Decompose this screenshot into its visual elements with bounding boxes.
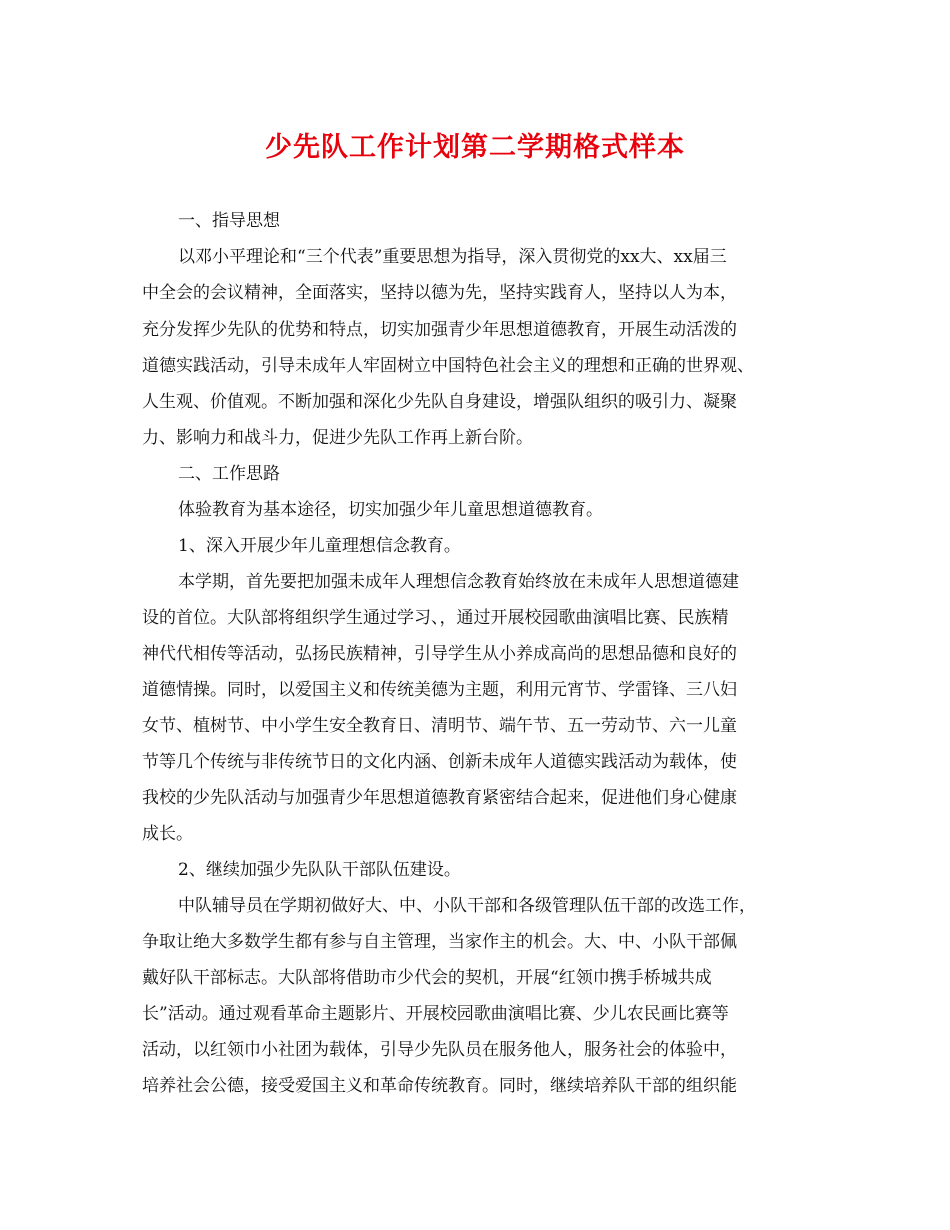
paragraph-line: 力、影响力和战斗力，促进少先队工作再上新台阶。 <box>142 428 533 448</box>
paragraph-line: 充分发挥少先队的优势和特点，切实加强青少年思想道德教育，开展生动活泼的 <box>142 320 737 340</box>
paragraph-line: 以邓小平理论和“三个代表”重要思想为指导，深入贯彻党的xx大、xx届三 <box>178 247 727 267</box>
paragraph-line: 人生观、价值观。不断加强和深化少先队自身建设，增强队组织的吸引力、凝聚 <box>142 392 737 412</box>
paragraph-line: 设的首位。大队部将组织学生通过学习、，通过开展校园歌曲演唱比赛、民族精 <box>142 608 729 628</box>
section-heading: 一、指导思想 <box>178 211 280 231</box>
paragraph-line: 培养社会公德，接受爱国主义和革命传统教育。同时，继续培养队干部的组织能 <box>142 1076 737 1096</box>
paragraph-line: 节等几个传统与非传统节日的文化内涵、创新未成年人道德实践活动为载体，使 <box>142 752 737 772</box>
paragraph-line: 戴好队干部标志。大队部将借助市少代会的契机，开展“红领巾携手桥城共成 <box>142 968 712 988</box>
paragraph-line: 体验教育为基本途径，切实加强少年儿童思想道德教育。 <box>178 500 603 520</box>
paragraph-line: 成长。 <box>142 824 193 844</box>
section-heading: 二、工作思路 <box>178 464 280 484</box>
paragraph-line: 中队辅导员在学期初做好大、中、小队干部和各级管理队伍干部的改选工作， <box>178 896 756 916</box>
paragraph-line: 女节、植树节、中小学生安全教育日、清明节、端午节、五一劳动节、六一儿童 <box>142 716 737 736</box>
paragraph-line: 道德情操。同时，以爱国主义和传统美德为主题，利用元宵节、学雷锋、三八妇 <box>142 680 737 700</box>
paragraph-line: 道德实践活动，引导未成年人牢固树立中国特色社会主义的理想和正确的世界观、 <box>142 356 754 376</box>
paragraph-line: 本学期，首先要把加强未成年人理想信念教育始终放在未成年人思想道德建 <box>178 572 739 592</box>
paragraph-line: 中全会的会议精神，全面落实，坚持以德为先，坚持实践育人，坚持以人为本， <box>142 283 737 303</box>
paragraph-line: 争取让绝大多数学生都有参与自主管理，当家作主的机会。大、中、小队干部佩 <box>142 932 737 952</box>
subsection-heading: 1、深入开展少年儿童理想信念教育。 <box>178 536 461 556</box>
document-title: 少先队工作计划第二学期格式样本 <box>265 132 685 163</box>
paragraph-line: 神代代相传等活动，弘扬民族精神，引导学生从小养成高尚的思想品德和良好的 <box>142 644 737 664</box>
paragraph-line: 我校的少先队活动与加强青少年思想道德教育紧密结合起来，促进他们身心健康 <box>142 788 737 808</box>
paragraph-line: 长”活动。通过观看革命主题影片、开展校园歌曲演唱比赛、少儿农民画比赛等 <box>142 1004 729 1024</box>
paragraph-line: 活动，以红领巾小社团为载体，引导少先队员在服务他人，服务社会的体验中， <box>142 1040 737 1060</box>
subsection-heading: 2、继续加强少先队队干部队伍建设。 <box>178 860 461 880</box>
